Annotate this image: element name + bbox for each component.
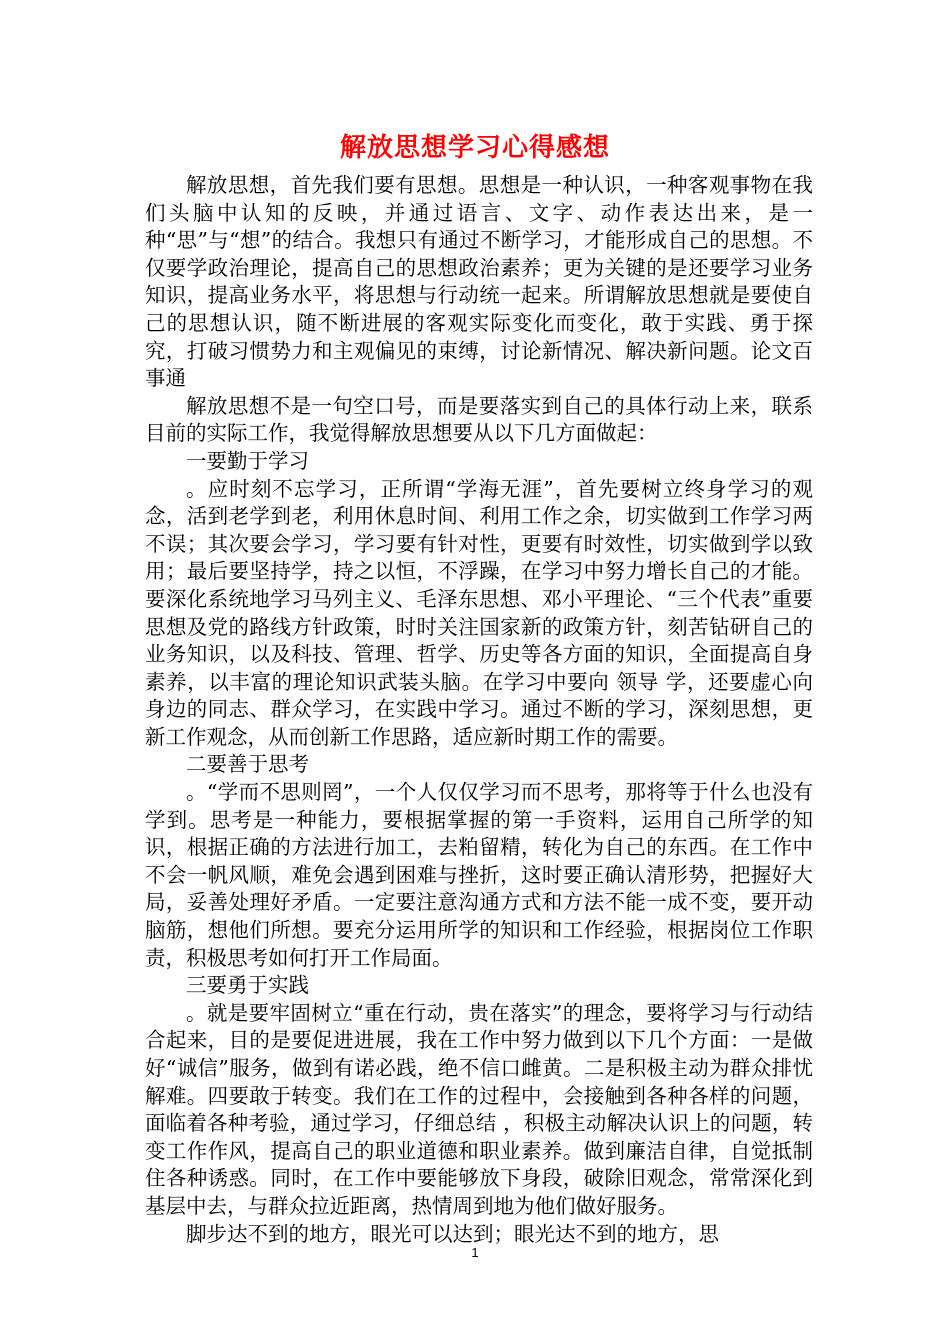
section-heading: 三要勇于实践: [186, 973, 309, 998]
page-title: 解放思想学习心得感想: [339, 133, 610, 163]
paragraph: 。应时刻不忘学习，正所谓“学海无涯”，首先要树立终身学习的观念，活到老学到老，利用休息时间、利用工作之余，切实做到工作学习两不误；其次要会学习，学习要有针对性，更要有时效性，切实做到学以致用；最后要坚持学，持之以恒，不浮躁，在学习中努力增长自己的才能。要深化系统地学习马列主义、毛泽东思想、邓小平理论、“三个代表”重要思想及党的路线方针政策，时时关注国家新的政策方针，刻苦钻研自己的业务知识，以及科技、管理、哲学、历史等各方面的知识，全面提高自身素养，以丰富的理论知识武装头脑。在学习中要向 领导 学，还要虚心向身边的同志、群众学习，在实践中学习。通过不断的学习，深刻思想，更新工作观念，从而创新工作思路，适应新时期工作的需要。: [145, 476, 813, 749]
paragraph: 解放思想，首先我们要有思想。思想是一种认识，一种客观事物在我们头脑中认知的反映，并通过语言、文字、动作表达出来，是一种“思”与“想”的结合。我想只有通过不断学习，才能形成自己的思想。不仅要学政治理论，提高自己的思想政治素养；更为关键的是还要学习业务知识，提高业务水平，将思想与行动统一起来。所谓解放思想就是要使自己的思想认识，随不断进展的客观实际变化而变化，敢于实践、勇于探究，打破习惯势力和主观偏见的束缚，讨论新情况、解决新问题。论文百事通: [145, 173, 813, 391]
section-heading: 一要勤于学习: [186, 448, 309, 473]
page-number: 1: [471, 1245, 479, 1260]
paragraph: 解放思想不是一句空口号，而是要落实到自己的具体行动上来，联系目前的实际工作，我觉得解放思想要从以下几方面做起：: [145, 393, 813, 446]
section-heading: 二要善于思考: [186, 752, 309, 777]
document-body: [145, 172, 813, 1248]
paragraph: 。“学而不思则罔”，一个人仅仅学习而不思考，那将等于什么也没有学到。思考是一种能力，要根据掌握的第一手资料，运用自己所学的知识，根据正确的方法进行加工，去粕留精，转化为自己的东西。在工作中不会一帆风顺，难免会遇到困难与挫折，这时要正确认清形势，把握好大局，妥善处理好矛盾。一定要注意沟通方式和方法不能一成不变，要开动脑筋，想他们所想。要充分运用所学的知识和工作经验，根据岗位工作职责，积极思考如何打开工作局面。: [145, 780, 813, 970]
paragraph: 。就是要牢固树立“重在行动，贵在落实”的理念，要将学习与行动结合起来，目的是要促进进展，我在工作中努力做到以下几个方面：一是做好“诚信”服务，做到有诺必践，绝不信口雌黄。二是积极主动为群众排忧解难。四要敢于转变。我们在工作的过程中，会接触到各种各样的问题，面临着各种考验，通过学习，仔细总结 ，积极主动解决认识上的问题，转变工作作风，提高自己的职业道德和职业素养。做到廉洁自律，自觉抵制住各种诱惑。同时，在工作中要能够放下身段，破除旧观念，常常深化到基层中去，与群众拉近距离，热情周到地为他们做好服务。: [145, 1000, 813, 1218]
paragraph: 脚步达不到的地方，眼光可以达到；眼光达不到的地方，思: [186, 1221, 719, 1246]
